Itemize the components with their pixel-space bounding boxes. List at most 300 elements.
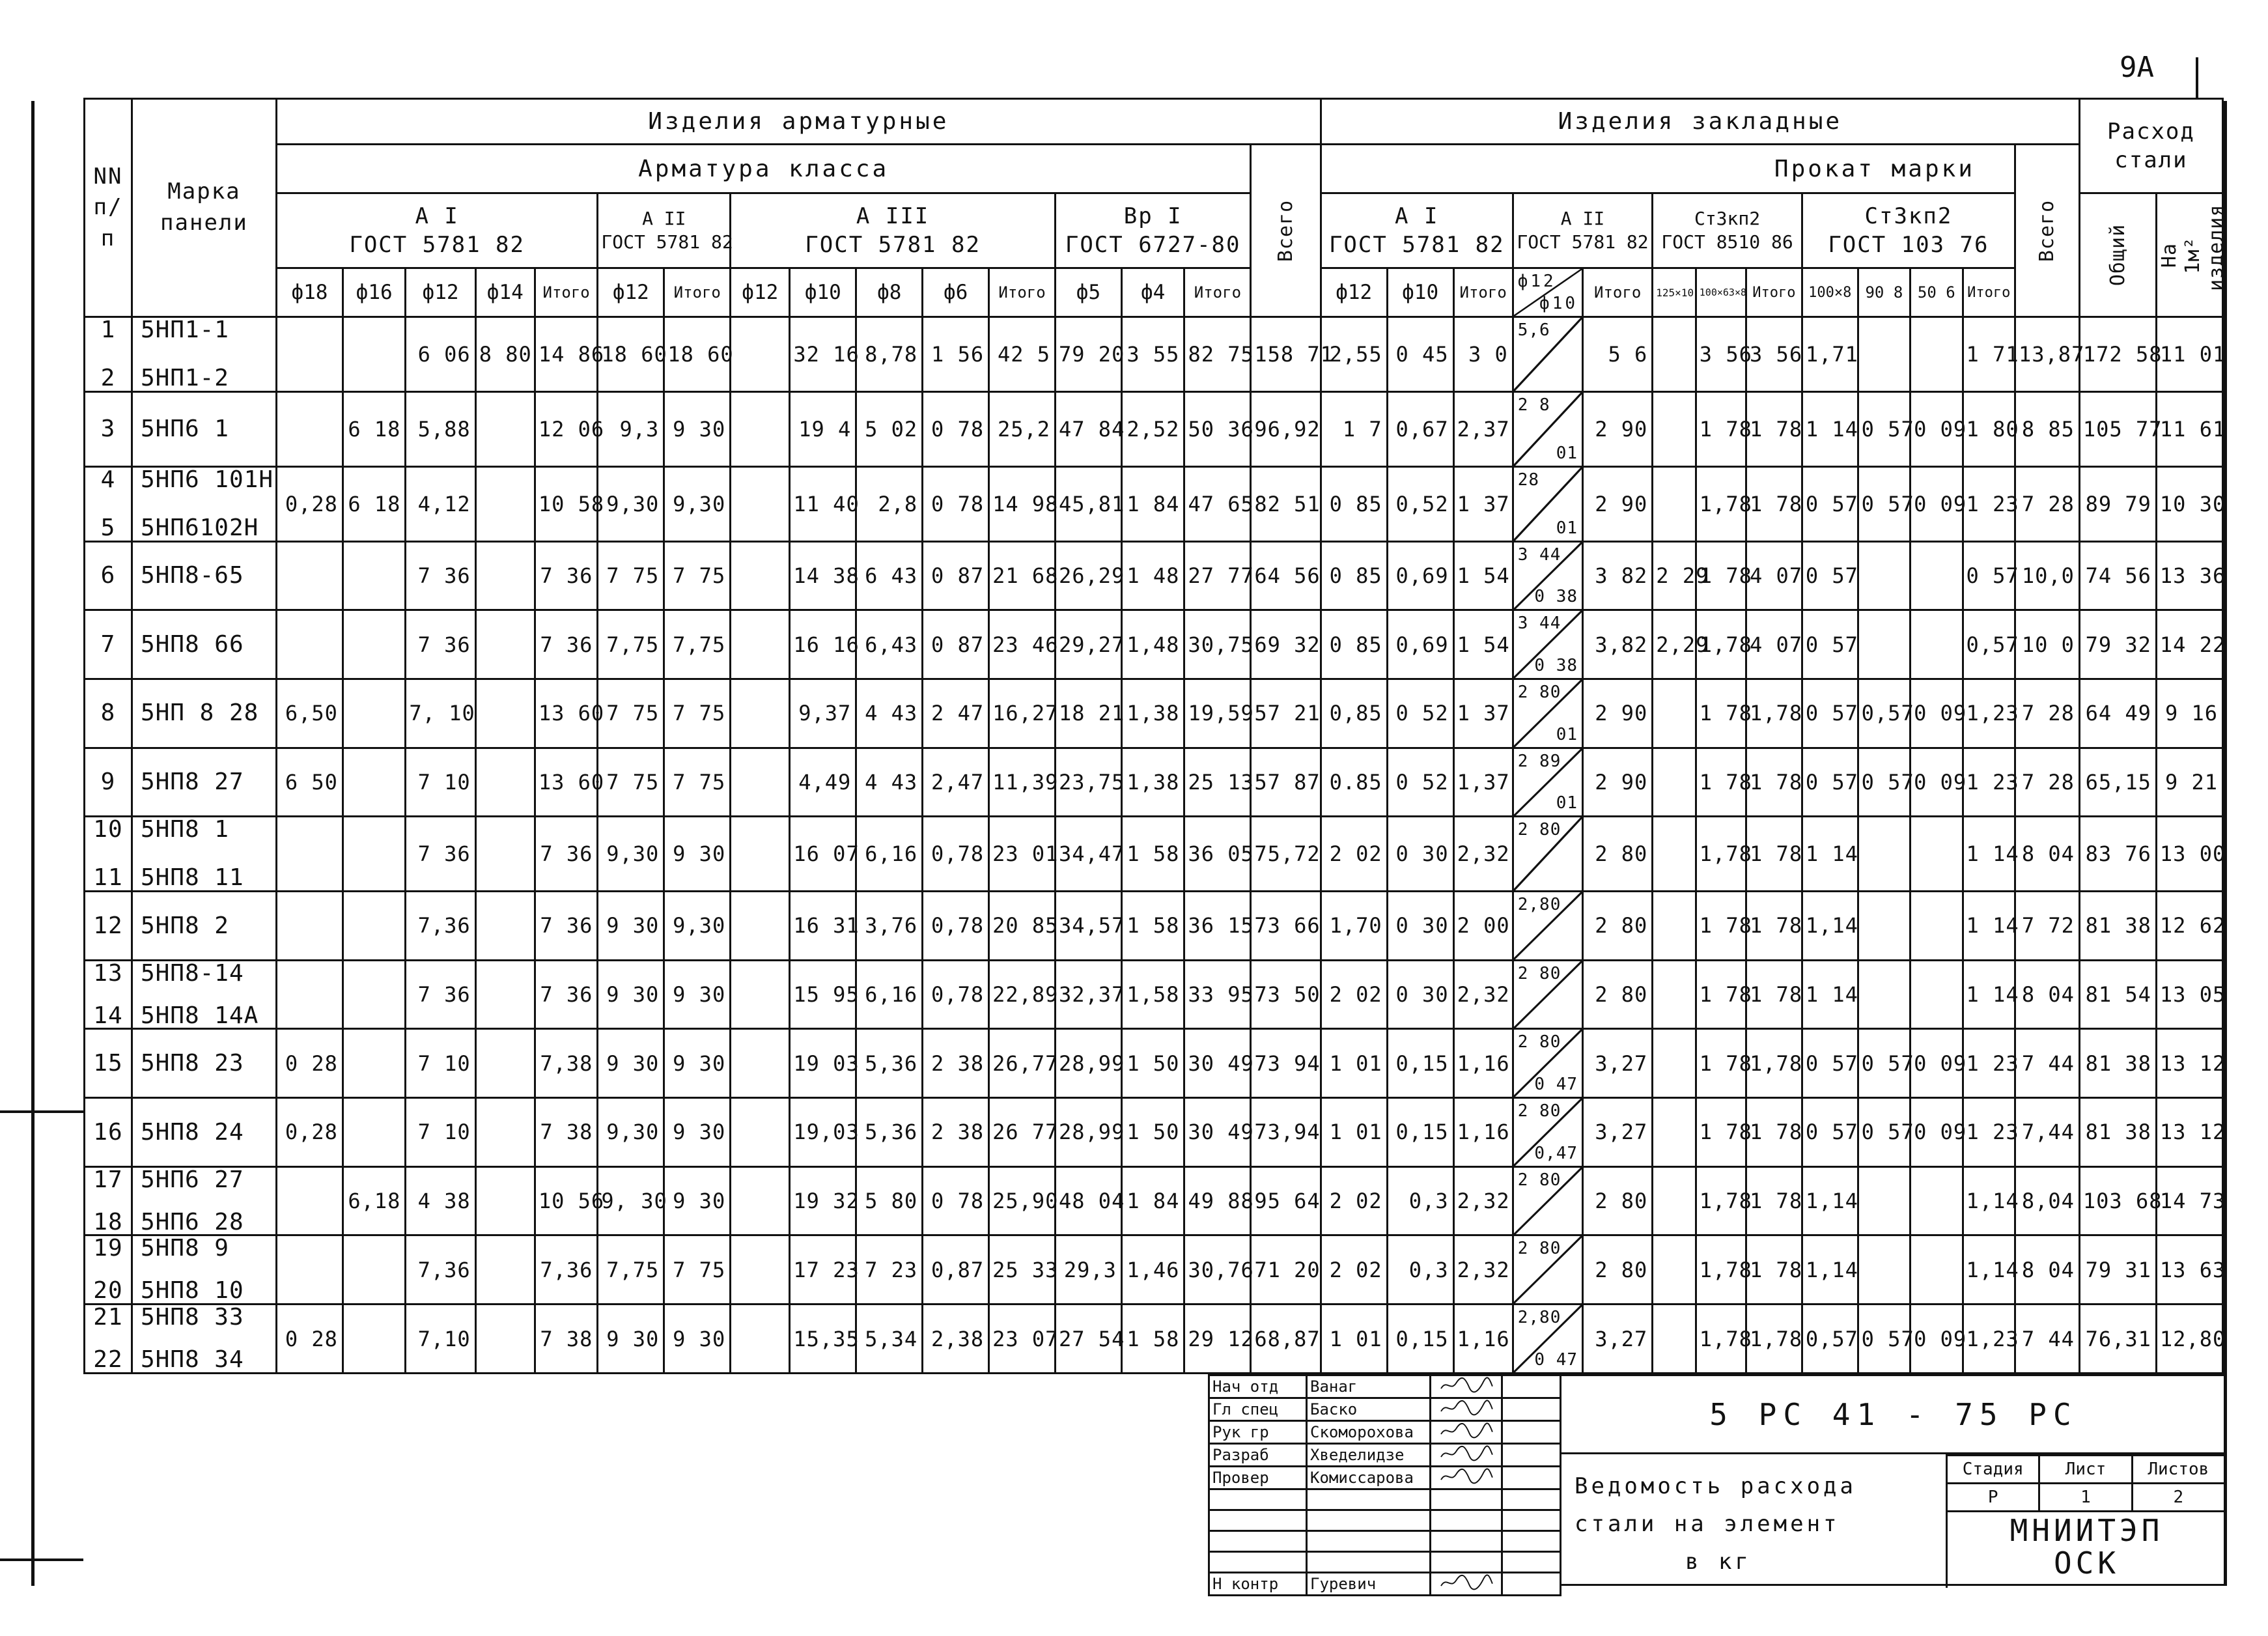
signer-row	[1209, 1467, 1561, 1489]
cell-a2-sum: 7 75	[664, 679, 731, 748]
table-row	[85, 541, 2223, 610]
panel-mark	[132, 391, 276, 466]
cell-a2-12: 9,30	[598, 817, 664, 892]
cell-a3-sum: 23 46	[989, 610, 1056, 679]
cell-total: 71 20	[1251, 1235, 1321, 1305]
cell-st2-c: 0 09	[1911, 748, 1963, 817]
cell-bp-5: 23,75	[1056, 748, 1122, 817]
cell-a1-14	[475, 1166, 535, 1235]
cell-bp-4: 1 50	[1121, 1098, 1184, 1167]
cell-st2-a: 1,14	[1802, 1166, 1858, 1235]
cell-e2-sum: 3,27	[1583, 1098, 1653, 1167]
signers-body	[1209, 1375, 1561, 1596]
cell-st2-b	[1858, 960, 1910, 1029]
cell-e1-10: 0,3	[1387, 1166, 1453, 1235]
cell-a3-6: 0 78	[923, 466, 989, 541]
cell-a3-8: 2,8	[856, 466, 923, 541]
cell-bp-4: 2,52	[1121, 391, 1184, 466]
stage-value: Р	[1947, 1484, 2039, 1512]
header-a2: А II ГОСТ 5781 82	[598, 193, 731, 268]
cell-st1-sum: 1 78	[1746, 1235, 1802, 1305]
cell-st1-b: 1 78	[1696, 391, 1746, 466]
cell-e1-sum: 2 00	[1453, 892, 1513, 961]
cell-st2-c	[1911, 1235, 1963, 1305]
cell-e2-top: 28	[1517, 470, 1540, 490]
row-number	[85, 541, 132, 610]
row-number	[85, 1235, 132, 1305]
cell-a1-sum: 10 56	[535, 1166, 598, 1235]
cell-a3-sum: 11,39	[989, 748, 1056, 817]
col-a3-d8: ф8	[856, 268, 923, 317]
cell-a2-12: 9 30	[598, 1305, 664, 1374]
header-a1: А I ГОСТ 5781 82	[276, 193, 597, 268]
cell-e1-10: 0 30	[1387, 960, 1453, 1029]
cell-e2-bottom: 0,47	[1534, 1143, 1578, 1163]
cell-a3-8: 7 23	[856, 1235, 923, 1305]
cell-st2-a: 0,57	[1802, 1305, 1858, 1374]
cell-e2-top: 2 80	[1517, 820, 1561, 840]
cell-a1-12: 7 36	[406, 960, 475, 1029]
cell-a1-sum: 7 38	[535, 1305, 598, 1374]
cell-e2-fraction	[1513, 317, 1582, 392]
cell-a3-10: 19,03	[790, 1098, 856, 1167]
cell-e2-sum: 2 90	[1583, 466, 1653, 541]
cell-bp-5: 47 84	[1056, 391, 1122, 466]
cell-e2-top: 3 44	[1517, 614, 1561, 634]
cell-st2-a: 1 14	[1802, 391, 1858, 466]
cell-a3-10: 19 32	[790, 1166, 856, 1235]
cell-steel-total: 81 54	[2079, 960, 2156, 1029]
cell-bp-4: 1,46	[1121, 1235, 1184, 1305]
cell-a1-sum: 7,36	[535, 1235, 598, 1305]
row-number	[85, 817, 132, 892]
cell-a3-10: 11 40	[790, 466, 856, 541]
steel-consumption-table	[83, 98, 2228, 1374]
col-a3-d6: ф6	[923, 268, 989, 317]
cell-st2-a: 1 14	[1802, 817, 1858, 892]
row-number-value: 4	[100, 466, 116, 493]
cell-e-total: 8 04	[2015, 817, 2080, 892]
col-a2-d12: ф12	[598, 268, 664, 317]
cell-a3-8: 3,76	[856, 892, 923, 961]
cell-bp-5: 28,99	[1056, 1098, 1122, 1167]
cell-bp-5: 18 21	[1056, 679, 1122, 748]
cell-a3-12	[731, 391, 790, 466]
cell-a2-sum: 9 30	[664, 1029, 731, 1098]
signer-name	[1307, 1531, 1431, 1552]
cell-steel-m2: 10 30	[2156, 466, 2222, 541]
organization-name: МНИИТЭП	[2009, 1513, 2164, 1548]
row-number-value: 22	[93, 1346, 123, 1374]
date-cell	[1502, 1573, 1561, 1596]
cell-st1-b: 1,78	[1696, 817, 1746, 892]
table-row	[85, 1305, 2223, 1374]
cell-total: 73 66	[1251, 892, 1321, 961]
col-e2-d12-d10	[1513, 268, 1582, 317]
cell-a3-sum: 21 68	[989, 541, 1056, 610]
panel-mark	[132, 1029, 276, 1098]
cell-a1-18	[276, 1235, 343, 1305]
cell-st2-a: 1,14	[1802, 1235, 1858, 1305]
col-a1-d16: ф16	[343, 268, 406, 317]
row-number-value: 11	[93, 864, 123, 892]
cell-a3-6: 0,87	[923, 1235, 989, 1305]
date-cell	[1502, 1375, 1561, 1398]
row-number	[85, 1029, 132, 1098]
sheet-number-tick	[2196, 57, 2198, 98]
cell-e2-sum: 2 90	[1583, 748, 1653, 817]
cell-st1-sum: 1 78	[1746, 466, 1802, 541]
cell-bp-4: 1 50	[1121, 1029, 1184, 1098]
cell-e2-fraction	[1513, 960, 1582, 1029]
cell-a3-8: 4 43	[856, 748, 923, 817]
row-number-value: 8	[100, 699, 116, 727]
table-row	[85, 748, 2223, 817]
header-rebar-class: Арматура класса	[276, 145, 1250, 193]
header-mark: Марка панели	[132, 99, 276, 317]
signature-scribble	[1434, 1573, 1499, 1590]
cell-a1-16: 6 18	[343, 466, 406, 541]
cell-st2-b	[1858, 817, 1910, 892]
cell-a3-12	[731, 1098, 790, 1167]
cell-e-total: 7 44	[2015, 1305, 2080, 1374]
cell-e2-bottom: 01	[1556, 518, 1578, 538]
cell-a3-6: 0 78	[923, 391, 989, 466]
cell-bp-sum: 25 13	[1184, 748, 1251, 817]
cell-a1-18	[276, 541, 343, 610]
cell-e-total: 7 72	[2015, 892, 2080, 961]
signature-cell	[1431, 1510, 1502, 1531]
cell-bp-4: 1 58	[1121, 817, 1184, 892]
cell-e1-10: 0 30	[1387, 892, 1453, 961]
signer-role: Рук гр	[1209, 1421, 1307, 1444]
cell-a3-6: 0 87	[923, 610, 989, 679]
cell-st2-b: 0 57	[1858, 466, 1910, 541]
cell-a2-12: 7 75	[598, 541, 664, 610]
cell-st1-b: 1 78	[1696, 541, 1746, 610]
cell-a1-12: 4 38	[406, 1166, 475, 1235]
cell-a3-12	[731, 892, 790, 961]
cell-e2-fraction	[1513, 541, 1582, 610]
signature-scribble	[1434, 1399, 1499, 1416]
cell-bp-sum: 30,76	[1184, 1235, 1251, 1305]
cell-bp-5: 27 54	[1056, 1305, 1122, 1374]
cell-a3-12	[731, 1029, 790, 1098]
cell-a1-12: 7 10	[406, 1098, 475, 1167]
cell-st2-sum: 1 23	[1963, 1098, 2015, 1167]
signer-row	[1209, 1531, 1561, 1552]
cell-a2-12: 7,75	[598, 610, 664, 679]
signature-cell	[1431, 1421, 1502, 1444]
cell-a3-6: 0,78	[923, 817, 989, 892]
header-embedded-a1: А I ГОСТ 5781 82	[1321, 193, 1513, 268]
cell-a3-10: 32 16	[790, 317, 856, 392]
row-number-value: 17	[93, 1166, 123, 1193]
cell-bp-5: 28,99	[1056, 1029, 1122, 1098]
cell-steel-total: 105 77	[2079, 391, 2156, 466]
col-st1-b: 100×63×8	[1696, 268, 1746, 317]
cell-a1-12: 7 10	[406, 748, 475, 817]
cell-e2-sum: 2 80	[1583, 1166, 1653, 1235]
table-row	[85, 1235, 2223, 1305]
cell-a3-sum: 23 07	[989, 1305, 1056, 1374]
cell-e2-bottom: 01	[1556, 443, 1578, 463]
table-row	[85, 679, 2223, 748]
col-e1-d10: ф10	[1387, 268, 1453, 317]
cell-total: 64 56	[1251, 541, 1321, 610]
header-embedded-a2: А II ГОСТ 5781 82	[1513, 193, 1653, 268]
cell-e2-top: 2,80	[1517, 1308, 1561, 1328]
cell-st1-a	[1653, 892, 1696, 961]
cell-total: 73,94	[1251, 1098, 1321, 1167]
table-body	[85, 317, 2226, 1374]
cell-st2-sum: 1,23	[1963, 679, 2015, 748]
cell-steel-m2: 13 00	[2156, 817, 2222, 892]
cell-st2-sum: 1 23	[1963, 748, 2015, 817]
signer-role: Гл спец	[1209, 1398, 1307, 1421]
date-cell	[1502, 1467, 1561, 1489]
cell-a1-16	[343, 1098, 406, 1167]
date-cell	[1502, 1444, 1561, 1467]
header-a3: А III ГОСТ 5781 82	[731, 193, 1056, 268]
cell-st1-a	[1653, 466, 1696, 541]
cell-a1-14	[475, 541, 535, 610]
cell-bp-sum: 27 77	[1184, 541, 1251, 610]
cell-a1-sum: 7 36	[535, 892, 598, 961]
cell-a2-sum: 18 60	[664, 317, 731, 392]
panel-mark-value: 5НП8 33	[140, 1304, 244, 1331]
cell-a3-sum: 42 5	[989, 317, 1056, 392]
cell-a2-12: 7 75	[598, 748, 664, 817]
table-row	[85, 1166, 2223, 1235]
panel-mark	[132, 679, 276, 748]
cell-a1-14	[475, 1235, 535, 1305]
cell-e2-top: 2 89	[1517, 751, 1561, 771]
cell-st2-a: 0 57	[1802, 610, 1858, 679]
stage-table	[1946, 1454, 2226, 1512]
cell-a1-12: 7, 10	[406, 679, 475, 748]
cell-steel-m2: 11 61	[2156, 391, 2222, 466]
cell-e2-top: 2 80	[1517, 1170, 1561, 1190]
cell-a3-10: 16 16	[790, 610, 856, 679]
cell-a3-8: 6,43	[856, 610, 923, 679]
cell-a3-12	[731, 748, 790, 817]
row-number	[85, 960, 132, 1029]
col-a3-d10: ф10	[790, 268, 856, 317]
cell-e1-12: 2 02	[1321, 1166, 1387, 1235]
cell-st1-sum: 3 56	[1746, 317, 1802, 392]
cell-e2-fraction	[1513, 748, 1582, 817]
cell-e2-top: 2 80	[1517, 963, 1561, 983]
cell-bp-4: 1,58	[1121, 960, 1184, 1029]
panel-mark-value: 5НП8 24	[140, 1118, 244, 1146]
cell-steel-m2: 9 16	[2156, 679, 2222, 748]
cell-a2-sum: 9 30	[664, 1305, 731, 1374]
cell-a1-14	[475, 1305, 535, 1374]
cell-a3-sum: 22,89	[989, 960, 1056, 1029]
cell-e1-12: 2 02	[1321, 960, 1387, 1029]
cell-a1-12: 7,10	[406, 1305, 475, 1374]
cell-a2-12: 7 75	[598, 679, 664, 748]
cell-steel-m2: 13 05	[2156, 960, 2222, 1029]
cell-st2-b	[1858, 317, 1910, 392]
cell-e2-sum: 2 90	[1583, 679, 1653, 748]
cell-st2-b: 0,57	[1858, 679, 1910, 748]
panel-mark-value: 5НП8 66	[140, 630, 244, 658]
cell-e2-bottom: 01	[1556, 724, 1578, 744]
cell-a1-12: 4,12	[406, 466, 475, 541]
signature-cell	[1431, 1489, 1502, 1510]
signer-row	[1209, 1421, 1561, 1444]
cell-e1-10: 0,52	[1387, 466, 1453, 541]
signature-scribble	[1434, 1467, 1499, 1484]
cell-e1-10: 0,15	[1387, 1029, 1453, 1098]
col-e2-sum: Итого	[1583, 268, 1653, 317]
col-a1-d12: ф12	[406, 268, 475, 317]
cell-st1-b: 1 78	[1696, 892, 1746, 961]
cell-e-total: 13,87	[2015, 317, 2080, 392]
cell-a2-12: 9 30	[598, 892, 664, 961]
cell-e1-12: 0 85	[1321, 466, 1387, 541]
cell-a3-sum: 16,27	[989, 679, 1056, 748]
cell-a1-18: 0,28	[276, 466, 343, 541]
cell-st1-b: 1 78	[1696, 1098, 1746, 1167]
document-title-line: Ведомость расхода	[1575, 1473, 1856, 1499]
cell-e1-10: 0,69	[1387, 541, 1453, 610]
margin-line	[0, 1558, 83, 1561]
cell-bp-sum: 19,59	[1184, 679, 1251, 748]
cell-e-total: 10,0	[2015, 541, 2080, 610]
cell-steel-m2: 13 12	[2156, 1029, 2222, 1098]
sheet-number: 9А	[2120, 51, 2154, 84]
cell-a3-8: 5,36	[856, 1098, 923, 1167]
cell-e1-10: 0,67	[1387, 391, 1453, 466]
signature-scribble	[1434, 1445, 1499, 1461]
cell-a1-18	[276, 1166, 343, 1235]
date-cell	[1502, 1489, 1561, 1510]
cell-a3-12	[731, 610, 790, 679]
date-cell	[1502, 1398, 1561, 1421]
col-a3-sum: Итого	[989, 268, 1056, 317]
cell-a3-6: 2 38	[923, 1029, 989, 1098]
row-number-value: 13	[93, 959, 123, 987]
cell-a3-sum: 23 01	[989, 817, 1056, 892]
cell-st2-c: 0 09	[1911, 466, 1963, 541]
cell-e-total: 10 0	[2015, 610, 2080, 679]
col-bp-sum: Итого	[1184, 268, 1251, 317]
cell-a1-12: 5,88	[406, 391, 475, 466]
cell-st1-b: 1 78	[1696, 1029, 1746, 1098]
cell-a3-6: 2 47	[923, 679, 989, 748]
cell-st2-a: 0 57	[1802, 541, 1858, 610]
signature-cell	[1431, 1552, 1502, 1573]
panel-mark-value: 5НП6 1	[140, 415, 229, 442]
cell-e1-12: 1 01	[1321, 1305, 1387, 1374]
cell-e2-sum: 2 80	[1583, 817, 1653, 892]
cell-st1-a	[1653, 391, 1696, 466]
row-number	[85, 748, 132, 817]
row-number-value: 16	[93, 1118, 123, 1146]
cell-st2-sum: 1,14	[1963, 1166, 2015, 1235]
cell-steel-m2: 14 73	[2156, 1166, 2222, 1235]
cell-a1-18: 6 50	[276, 748, 343, 817]
cell-e1-10: 0 52	[1387, 748, 1453, 817]
signer-row	[1209, 1552, 1561, 1573]
organization-dept: ОСК	[2053, 1545, 2120, 1581]
cell-st2-c: 0 09	[1911, 1029, 1963, 1098]
cell-steel-m2: 13 12	[2156, 1098, 2222, 1167]
cell-e2-bottom: 0 47	[1534, 1350, 1578, 1370]
cell-st1-a	[1653, 317, 1696, 392]
cell-bp-sum: 36 15	[1184, 892, 1251, 961]
signature-cell	[1431, 1467, 1502, 1489]
signature-cell	[1431, 1444, 1502, 1467]
cell-a3-10: 16 07	[790, 817, 856, 892]
panel-mark	[132, 1305, 276, 1374]
cell-a1-16: 6 18	[343, 391, 406, 466]
panel-mark-value: 5НП8 9	[140, 1235, 229, 1262]
cell-st1-b: 1,78	[1696, 610, 1746, 679]
cell-st2-a: 0 57	[1802, 1098, 1858, 1167]
cell-st1-sum: 1,78	[1746, 1029, 1802, 1098]
cell-a1-sum: 10 58	[535, 466, 598, 541]
cell-a3-12	[731, 541, 790, 610]
cell-e2-fraction	[1513, 610, 1582, 679]
table-row	[85, 317, 2223, 392]
cell-a2-sum: 9 30	[664, 1098, 731, 1167]
cell-st1-sum: 4 07	[1746, 541, 1802, 610]
signature-cell	[1431, 1375, 1502, 1398]
panel-mark-value: 5НП8 14А	[140, 1002, 259, 1029]
cell-a3-8: 8,78	[856, 317, 923, 392]
cell-a1-18: 6,50	[276, 679, 343, 748]
cell-a1-14	[475, 466, 535, 541]
cell-a1-16: 6,18	[343, 1166, 406, 1235]
row-number-value: 7	[100, 630, 116, 658]
cell-st2-sum: 0 57	[1963, 541, 2015, 610]
cell-e-total: 7 28	[2015, 748, 2080, 817]
signer-name: Ванаг	[1307, 1375, 1431, 1398]
cell-st2-sum: 1 14	[1963, 817, 2015, 892]
cell-total: 73 94	[1251, 1029, 1321, 1098]
cell-e-total: 7 28	[2015, 466, 2080, 541]
cell-a1-14	[475, 1098, 535, 1167]
cell-a3-6: 1 56	[923, 317, 989, 392]
panel-mark-value: 5НП8 1	[140, 816, 229, 843]
cell-e1-12: 0.85	[1321, 748, 1387, 817]
cell-e2-sum: 2 80	[1583, 960, 1653, 1029]
cell-a1-sum: 7 36	[535, 817, 598, 892]
cell-st2-c	[1911, 610, 1963, 679]
cell-total: 57 87	[1251, 748, 1321, 817]
cell-steel-m2: 13 63	[2156, 1235, 2222, 1305]
cell-st2-c: 0 09	[1911, 391, 1963, 466]
cell-st2-c	[1911, 541, 1963, 610]
cell-st1-b: 1,78	[1696, 466, 1746, 541]
panel-mark-value: 5НП1-1	[140, 317, 229, 343]
table-row	[85, 960, 2223, 1029]
cell-e1-10: 0,3	[1387, 1235, 1453, 1305]
cell-a3-8: 6,16	[856, 817, 923, 892]
cell-st1-a	[1653, 679, 1696, 748]
cell-e-total: 8,04	[2015, 1166, 2080, 1235]
cell-st2-sum: 1 14	[1963, 892, 2015, 961]
cell-e-total: 7,44	[2015, 1098, 2080, 1167]
cell-a3-6: 0,78	[923, 892, 989, 961]
cell-st1-sum: 1 78	[1746, 1166, 1802, 1235]
cell-a3-8: 5 02	[856, 391, 923, 466]
panel-mark	[132, 748, 276, 817]
